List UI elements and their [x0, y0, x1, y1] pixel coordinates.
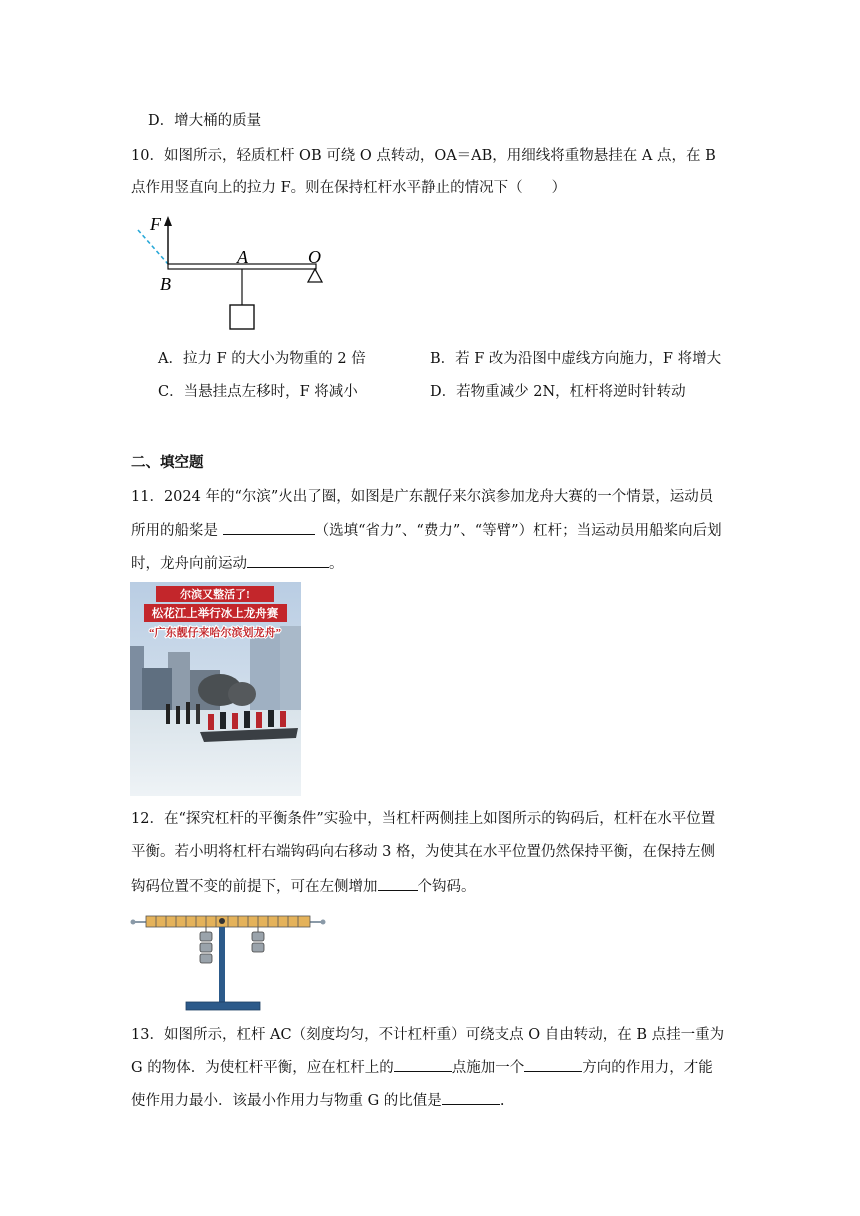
q12-stem-line1: 12．在“探究杠杆的平衡条件”实验中，当杠杆两侧挂上如图所示的钩码后，杠杆在水平位置 — [131, 811, 716, 827]
q10-option-d: D．若物重减少 2N，杠杆将逆时针转动 — [430, 384, 686, 400]
q12-blank[interactable] — [378, 876, 418, 891]
photo-caption-1: 尔滨又整活了! — [180, 589, 250, 601]
pivot-triangle — [308, 269, 322, 282]
label-b: B — [160, 274, 171, 294]
q12-stem-line3: 钩码位置不变的前提下，可在左侧增加 个钩码。 — [131, 876, 476, 897]
q10-lever-figure — [130, 208, 340, 336]
stand-base — [186, 1002, 260, 1010]
photo-caption-3: “广东靓仔来哈尔滨划龙舟” — [149, 627, 281, 639]
q13-blank-3[interactable] — [442, 1090, 500, 1105]
weight-box — [230, 305, 254, 329]
q10-stem-line1: 10．如图所示，轻质杠杆 OB 可绕 O 点转动，OA＝AB，用细线将重物悬挂在 A 点，在 B — [131, 148, 716, 164]
q10-option-b: B．若 F 改为沿图中虚线方向施力，F 将增大 — [430, 351, 722, 367]
q13-stem-line3: 使作用力最小．该最小作用力与物重 G 的比值是 . — [131, 1090, 504, 1111]
label-f: F — [150, 214, 161, 234]
q9-option-d: D．增大桶的质量 — [148, 113, 262, 129]
stand-pole — [219, 927, 225, 1003]
q10-stem-line2: 点作用竖直向上的拉力 F。则在保持杠杆水平静止的情况下（ ） — [131, 180, 567, 196]
q10-option-a: A．拉力 F 的大小为物重的 2 倍 — [158, 351, 366, 367]
force-arrowhead — [164, 216, 172, 226]
q11-stem-line2: 所用的船桨是 （选填“省力”、“费力”、“等臂”）杠杆；当运动员用船桨向后划 — [131, 520, 722, 541]
label-a: A — [237, 247, 248, 267]
q10-option-c: C．当悬挂点左移时，F 将减小 — [158, 384, 358, 400]
q12-stem-line2: 平衡。若小明将杠杆右端钩码向右移动 3 格，为使其在水平位置仍然保持平衡，在保持左侧 — [131, 844, 715, 860]
dashed-force-line — [138, 230, 168, 264]
q13-stem-line2: G 的物体．为使杠杆平衡，应在杠杆上的 点施加一个 方向的作用力，才能 — [131, 1057, 713, 1078]
q11-stem-line3: 时，龙舟向前运动 。 — [131, 553, 344, 574]
q11-blank-2[interactable] — [247, 553, 329, 568]
photo-caption-2: 松花江上举行冰上龙舟赛 — [151, 608, 279, 620]
label-o: O — [308, 247, 321, 267]
q11-blank-1[interactable] — [223, 520, 315, 535]
section-heading: 二、填空题 — [131, 454, 204, 471]
q13-blank-1[interactable] — [394, 1057, 452, 1072]
q11-dragon-boat-photo — [130, 582, 301, 796]
q13-stem-line1: 13．如图所示，杠杆 AC（刻度均匀，不计杠杆重）可绕支点 O 自由转动，在 B 点挂一重为 — [131, 1027, 725, 1043]
q12-lever-apparatus — [130, 910, 330, 1018]
q11-stem-line1: 11．2024 年的“尔滨”火出了圈，如图是广东靓仔来尔滨参加龙舟大赛的一个情景，运动员 — [131, 489, 714, 505]
q13-blank-2[interactable] — [524, 1057, 582, 1072]
